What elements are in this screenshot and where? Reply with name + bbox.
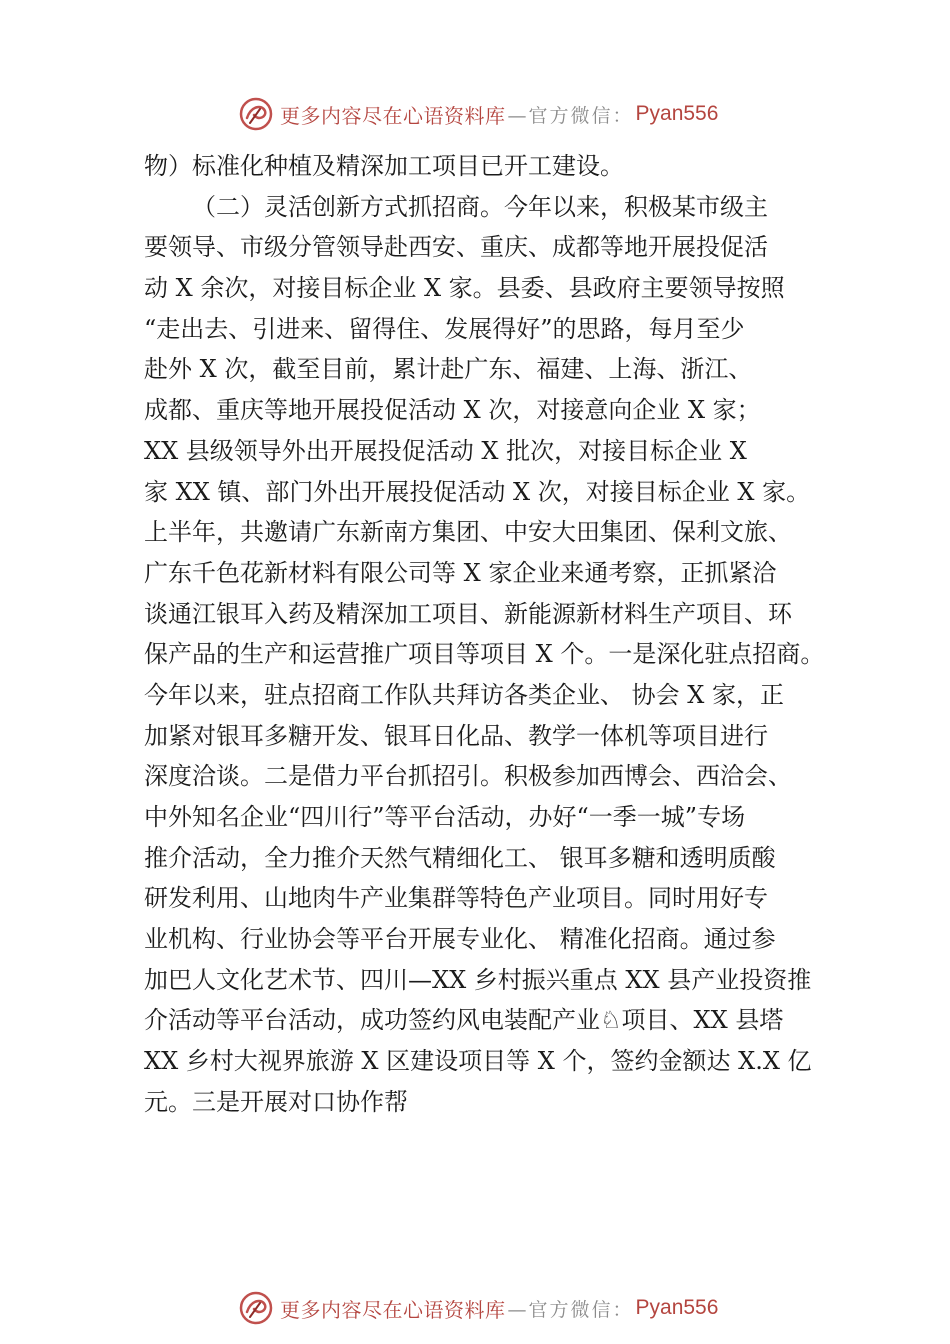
- banner-contact-label: —官方微信：: [507, 1298, 634, 1321]
- text-line: 元。三是开展对口协作帮: [144, 1087, 408, 1116]
- text-line: 深度洽谈。二是借力平台抓招引。积极参加西博会、西洽会、: [144, 762, 792, 791]
- text-line: “走出去、引进来、留得住、发展得好”的思路，每月至少: [144, 314, 745, 343]
- text-line: 今年以来，驻点招商工作队共拜访各类企业、 协会 X 家，正: [144, 680, 784, 709]
- text-line: XX 乡村大视界旅游 X 区建设项目等 X 个，签约金额达 X.X 亿: [144, 1047, 812, 1076]
- text-line: 谈通江银耳入药及精深加工项目、新能源新材料生产项目、环: [144, 599, 792, 628]
- banner-contact-id: Pyan556: [635, 1296, 719, 1319]
- banner-contact-label: —官方微信：: [507, 104, 634, 127]
- header-banner: [238, 94, 718, 134]
- text-line: 家 XX 镇、部门外出开展投促活动 X 次，对接目标企业 X 家。: [144, 477, 811, 506]
- text-line: 介活动等平台活动，成功签约风电装配产业♘项目、XX 县塔: [144, 1006, 784, 1035]
- paragraph-start-line: （二）灵活创新方式抓招商。今年以来，积极某市级主: [192, 192, 768, 221]
- text-line: 业机构、行业协会等平台开展专业化、 精准化招商。通过参: [144, 925, 776, 954]
- text-line: 中外知名企业“四川行”等平台活动，办好“一季一城”专场: [144, 803, 746, 831]
- text-line: 加巴人文化艺术节、四川—XX 乡村振兴重点 XX 县产业投资推: [144, 965, 812, 994]
- document-body: [144, 146, 834, 1123]
- text-line: 保产品的生产和运营推广项目等项目 X 个。一是深化驻点招商。: [144, 640, 825, 669]
- banner-contact-id: Pyan556: [635, 102, 719, 125]
- swirl-logo-icon: [238, 1290, 274, 1326]
- text-line: 成都、重庆等地开展投促活动 X 次，对接意向企业 X 家；: [144, 396, 761, 425]
- text-line: 赴外 X 次，截至目前，累计赴广东、福建、上海、浙江、: [144, 355, 753, 384]
- text-line: 物）标准化种植及精深加工项目已开工建设。: [144, 152, 624, 180]
- text-line: 加紧对银耳多糖开发、银耳日化品、教学一体机等项目进行: [144, 721, 768, 750]
- text-line: 研发利用、山地肉牛产业集群等特色产业项目。同时用好专: [144, 884, 768, 913]
- text-line: 动 X 余次，对接目标企业 X 家。县委、县政府主要领导按照: [144, 274, 785, 303]
- text-line: 广东千色花新材料有限公司等 X 家企业来通考察，正抓紧洽: [144, 558, 777, 587]
- swirl-logo-icon: [238, 96, 274, 132]
- text-line: XX 县级领导外出开展投促活动 X 批次，对接目标企业 X: [144, 436, 747, 465]
- text-line: 推介活动，全力推介天然气精细化工、 银耳多糖和透明质酸: [144, 843, 776, 872]
- text-line: 要领导、市级分管领导赴西安、重庆、成都等地开展投促活: [144, 233, 768, 262]
- text-line: 上半年，共邀请广东新南方集团、中安大田集团、保利文旅、: [144, 518, 792, 547]
- footer-banner: [238, 1288, 718, 1328]
- banner-title: 更多内容尽在心语资料库: [280, 103, 506, 128]
- banner-title: 更多内容尽在心语资料库: [280, 1297, 506, 1322]
